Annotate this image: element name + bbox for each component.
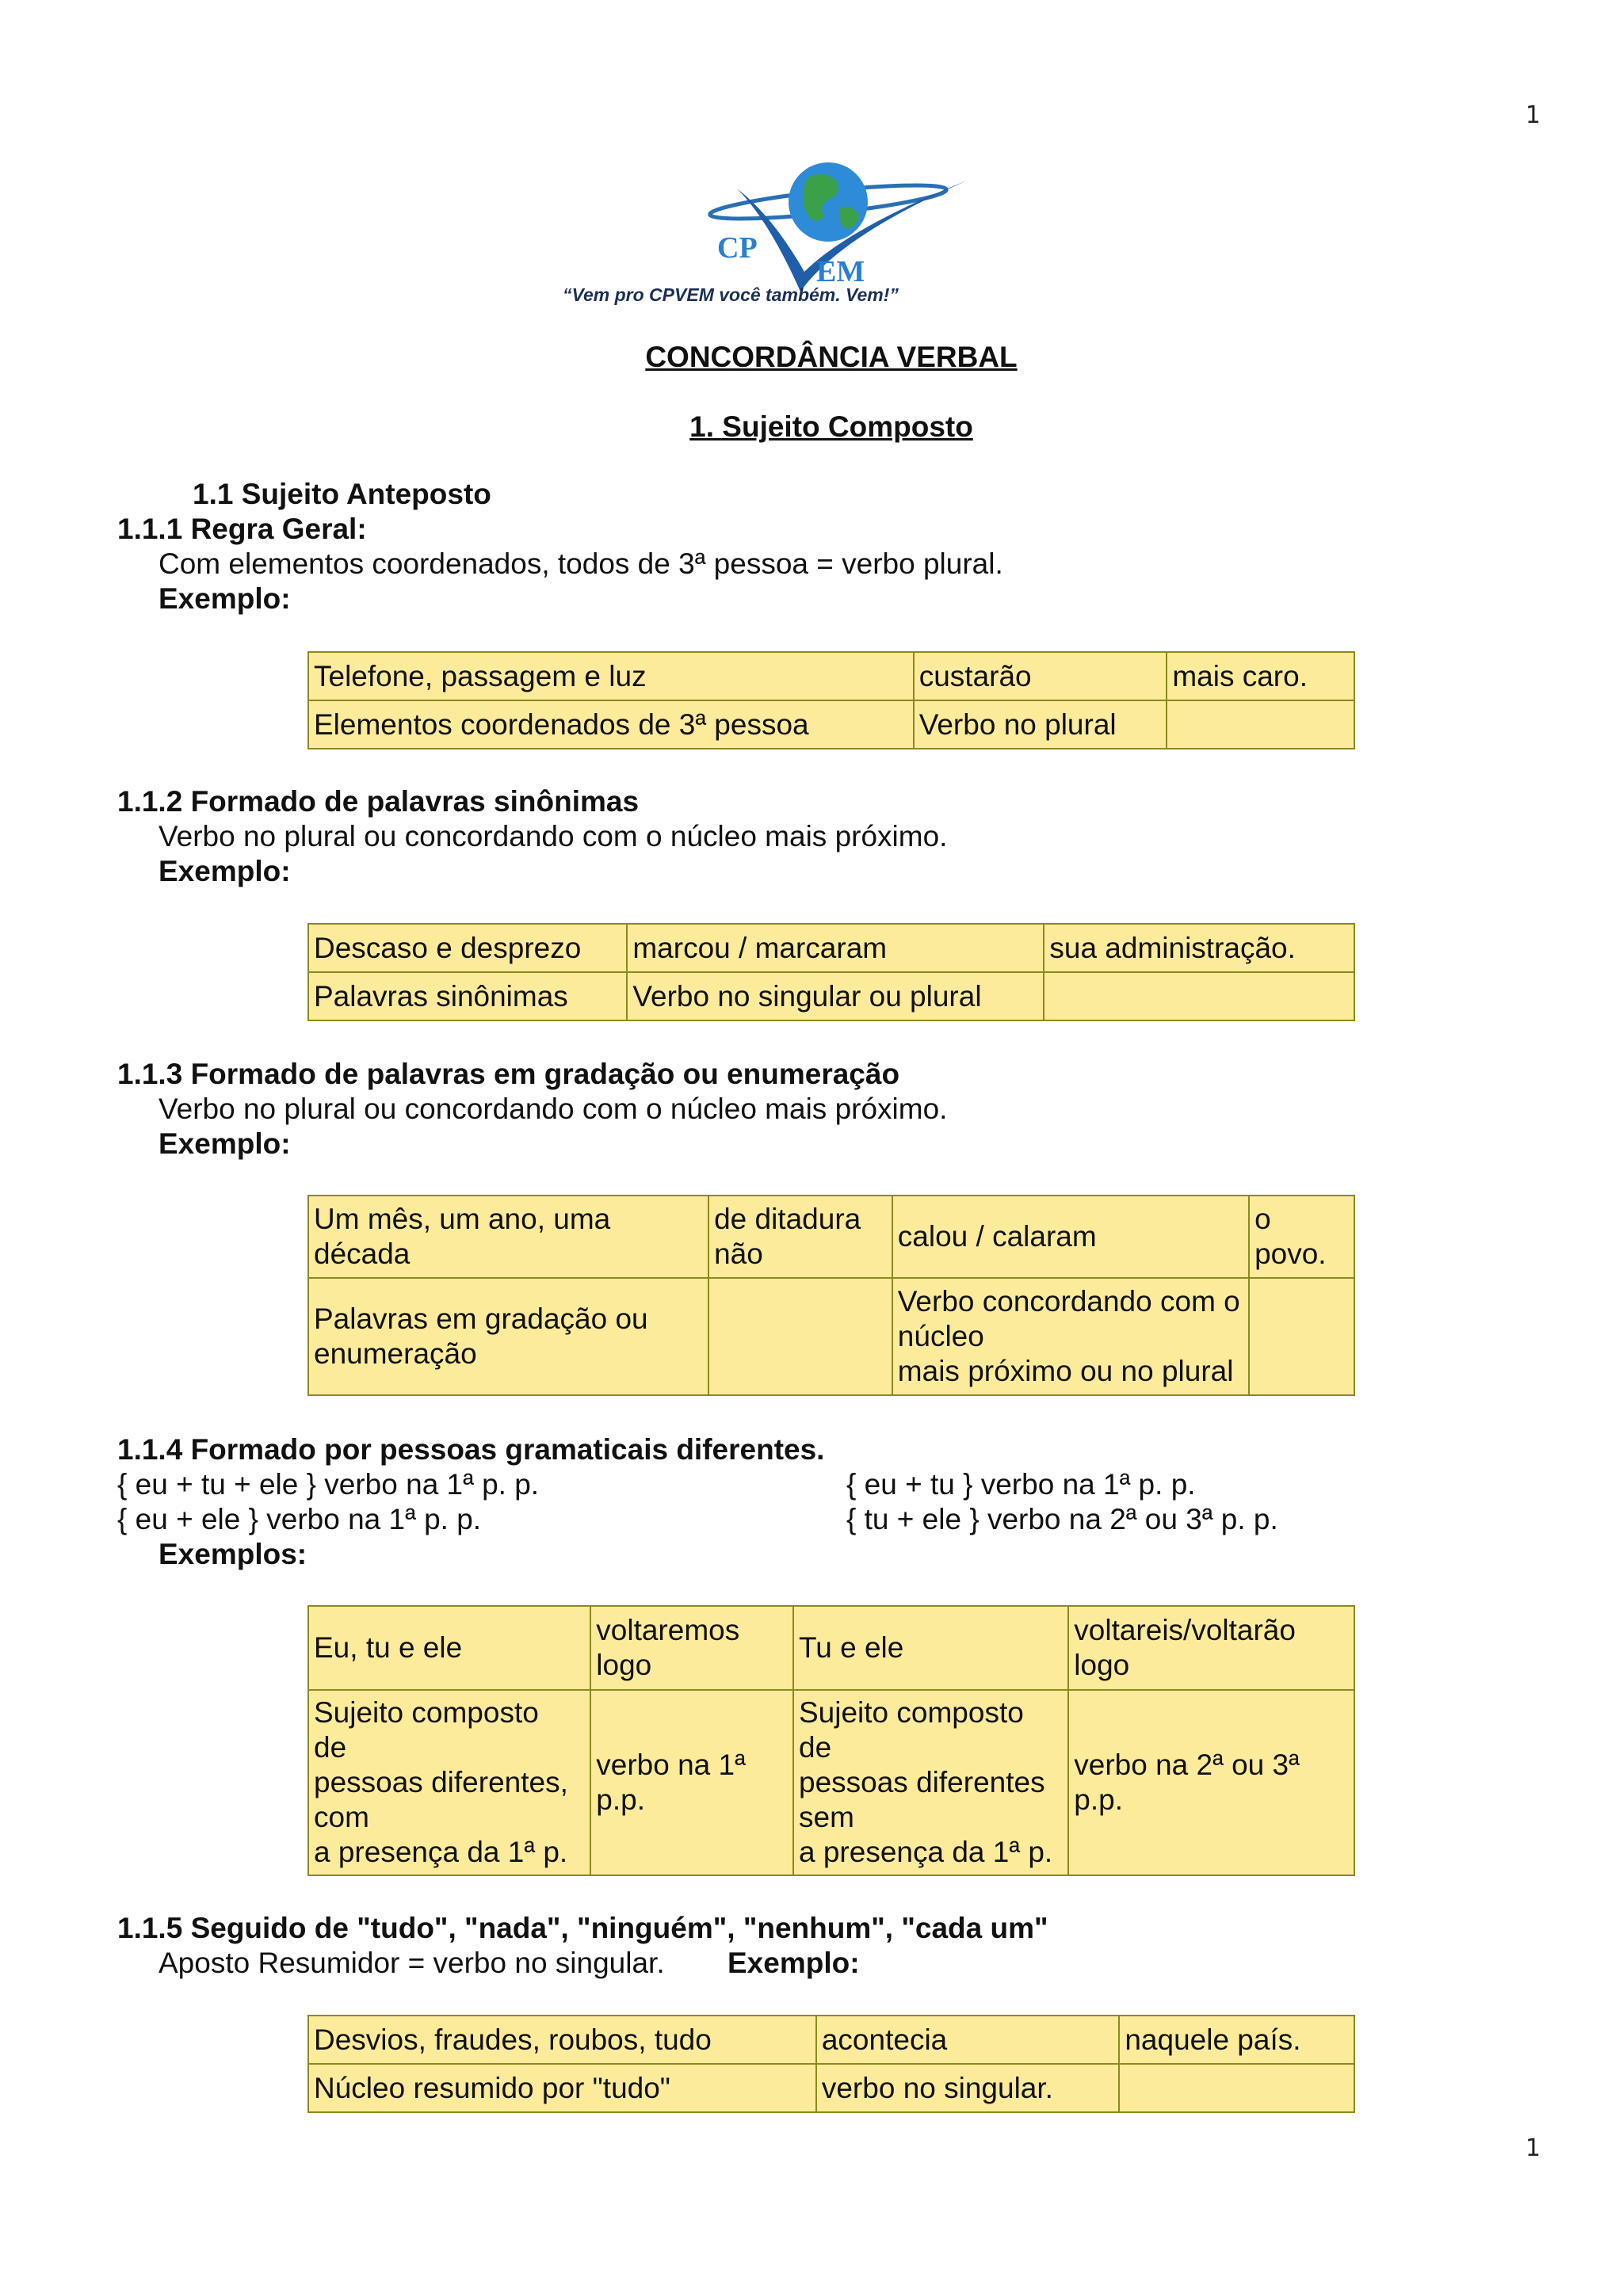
example-label-1-1-4: Exemplos: (158, 1538, 307, 1570)
logo-graphic (555, 158, 1109, 317)
logo-slogan: “Vem pro CPVEM você também. Vem!” (563, 284, 899, 305)
heading-1-1: 1.1 Sujeito Anteposto (193, 478, 491, 510)
table-cell: Sujeito composto de pessoas diferentes, com a presença da 1ª p. (308, 1690, 590, 1875)
table-cell: Elementos coordenados de 3ª pessoa (308, 700, 914, 749)
table-cell: Tu e ele (793, 1606, 1068, 1690)
heading-1-1-4: 1.1.4 Formado por pessoas gramaticais diferentes. (117, 1433, 825, 1466)
example-label-1-1-5: Exemplo: (727, 1947, 860, 1979)
table-cell: voltaremos logo (590, 1606, 793, 1690)
globe-icon (789, 162, 868, 242)
example-table-1-1-4 (307, 1605, 1355, 1876)
table-cell: Telefone, passagem e luz (308, 652, 914, 700)
section-title: 1. Sujeito Composto (689, 410, 973, 443)
table-row (308, 972, 1354, 1020)
rule-1-1-4-c: { eu + ele } verbo na 1ª p. p. (117, 1503, 482, 1535)
example-table-1-1-2 (307, 923, 1355, 1021)
heading-1-1-3: 1.1.3 Formado de palavras em gradação ou enumeração (117, 1058, 900, 1090)
table-row (308, 1606, 1354, 1690)
page-number-top: 1 (1525, 101, 1541, 129)
table-row (308, 2064, 1354, 2112)
table-cell: acontecia (816, 2016, 1119, 2064)
example-label-1-1-3: Exemplo: (158, 1127, 291, 1160)
table-cell: o povo. (1249, 1196, 1354, 1278)
table-cell: Verbo concordando com o núcleo mais próximo ou no plural (892, 1278, 1249, 1395)
heading-1-1-2: 1.1.2 Formado de palavras sinônimas (117, 785, 640, 818)
example-table-1-1-3 (307, 1195, 1355, 1396)
table-cell: marcou / marcaram (627, 924, 1044, 972)
table-cell: sua administração. (1044, 924, 1354, 972)
page-number-bottom: 1 (1525, 2134, 1541, 2162)
rule-1-1-4-a: { eu + tu + ele } verbo na 1ª p. p. (117, 1468, 540, 1501)
rule-1-1-4-d: { tu + ele } verbo na 2ª ou 3ª p. p. (846, 1503, 1278, 1535)
table-cell: Verbo no plural (914, 700, 1167, 749)
table-cell (1167, 700, 1354, 749)
heading-1-1-1: 1.1.1 Regra Geral: (117, 513, 367, 545)
table-row (308, 1278, 1354, 1395)
table-cell: Desvios, fraudes, roubos, tudo (308, 2016, 816, 2064)
table-cell (1119, 2064, 1354, 2112)
table-cell: Núcleo resumido por "tudo" (308, 2064, 816, 2112)
table-row (308, 1196, 1354, 1278)
table-cell: de ditadura não (708, 1196, 892, 1278)
table-cell: verbo no singular. (816, 2064, 1119, 2112)
table-cell: naquele país. (1119, 2016, 1354, 2064)
table-row (308, 924, 1354, 972)
table-cell (1044, 972, 1354, 1020)
table-cell: Um mês, um ano, uma década (308, 1196, 708, 1278)
rule-text-1-1-2: Verbo no plural ou concordando com o núcleo mais próximo. (158, 820, 948, 852)
table-row (308, 652, 1354, 700)
rule-1-1-4-b: { eu + tu } verbo na 1ª p. p. (846, 1468, 1196, 1501)
example-table-1-1-5 (307, 2015, 1355, 2113)
table-cell: voltareis/voltarão logo (1068, 1606, 1354, 1690)
rule-text-1-1-1: Com elementos coordenados, todos de 3ª pessoa = verbo plural. (158, 547, 1003, 580)
table-cell: custarão (914, 652, 1167, 700)
heading-1-1-5: 1.1.5 Seguido de "tudo", "nada", "ninguém", "nenhum", "cada um" (117, 1912, 1048, 1944)
example-table-1-1-1 (307, 651, 1355, 749)
table-cell: Sujeito composto de pessoas diferentes sem a presença da 1ª p. (793, 1690, 1068, 1875)
table-cell: calou / calaram (892, 1196, 1249, 1278)
cpvem-logo (555, 158, 1109, 317)
table-cell: Palavras sinônimas (308, 972, 627, 1020)
example-label-1-1-1: Exemplo: (158, 582, 291, 615)
table-cell (1249, 1278, 1354, 1395)
table-row (308, 700, 1354, 749)
table-cell: verbo na 2ª ou 3ª p.p. (1068, 1690, 1354, 1875)
table-cell: Palavras em gradação ou enumeração (308, 1278, 708, 1395)
table-cell: Descaso e desprezo (308, 924, 627, 972)
table-cell: Eu, tu e ele (308, 1606, 590, 1690)
rule-text-1-1-5: Aposto Resumidor = verbo no singular. (158, 1947, 665, 1979)
table-cell: mais caro. (1167, 652, 1354, 700)
rule-text-1-1-3: Verbo no plural ou concordando com o núcleo mais próximo. (158, 1093, 948, 1125)
table-cell (708, 1278, 892, 1395)
table-row (308, 1690, 1354, 1875)
example-label-1-1-2: Exemplo: (158, 855, 291, 887)
table-cell: Verbo no singular ou plural (627, 972, 1044, 1020)
logo-text-left: CP (717, 231, 758, 265)
table-cell: verbo na 1ª p.p. (590, 1690, 793, 1875)
logo-text-right: EM (816, 255, 865, 288)
table-row (308, 2016, 1354, 2064)
document-title: CONCORDÂNCIA VERBAL (645, 341, 1018, 373)
